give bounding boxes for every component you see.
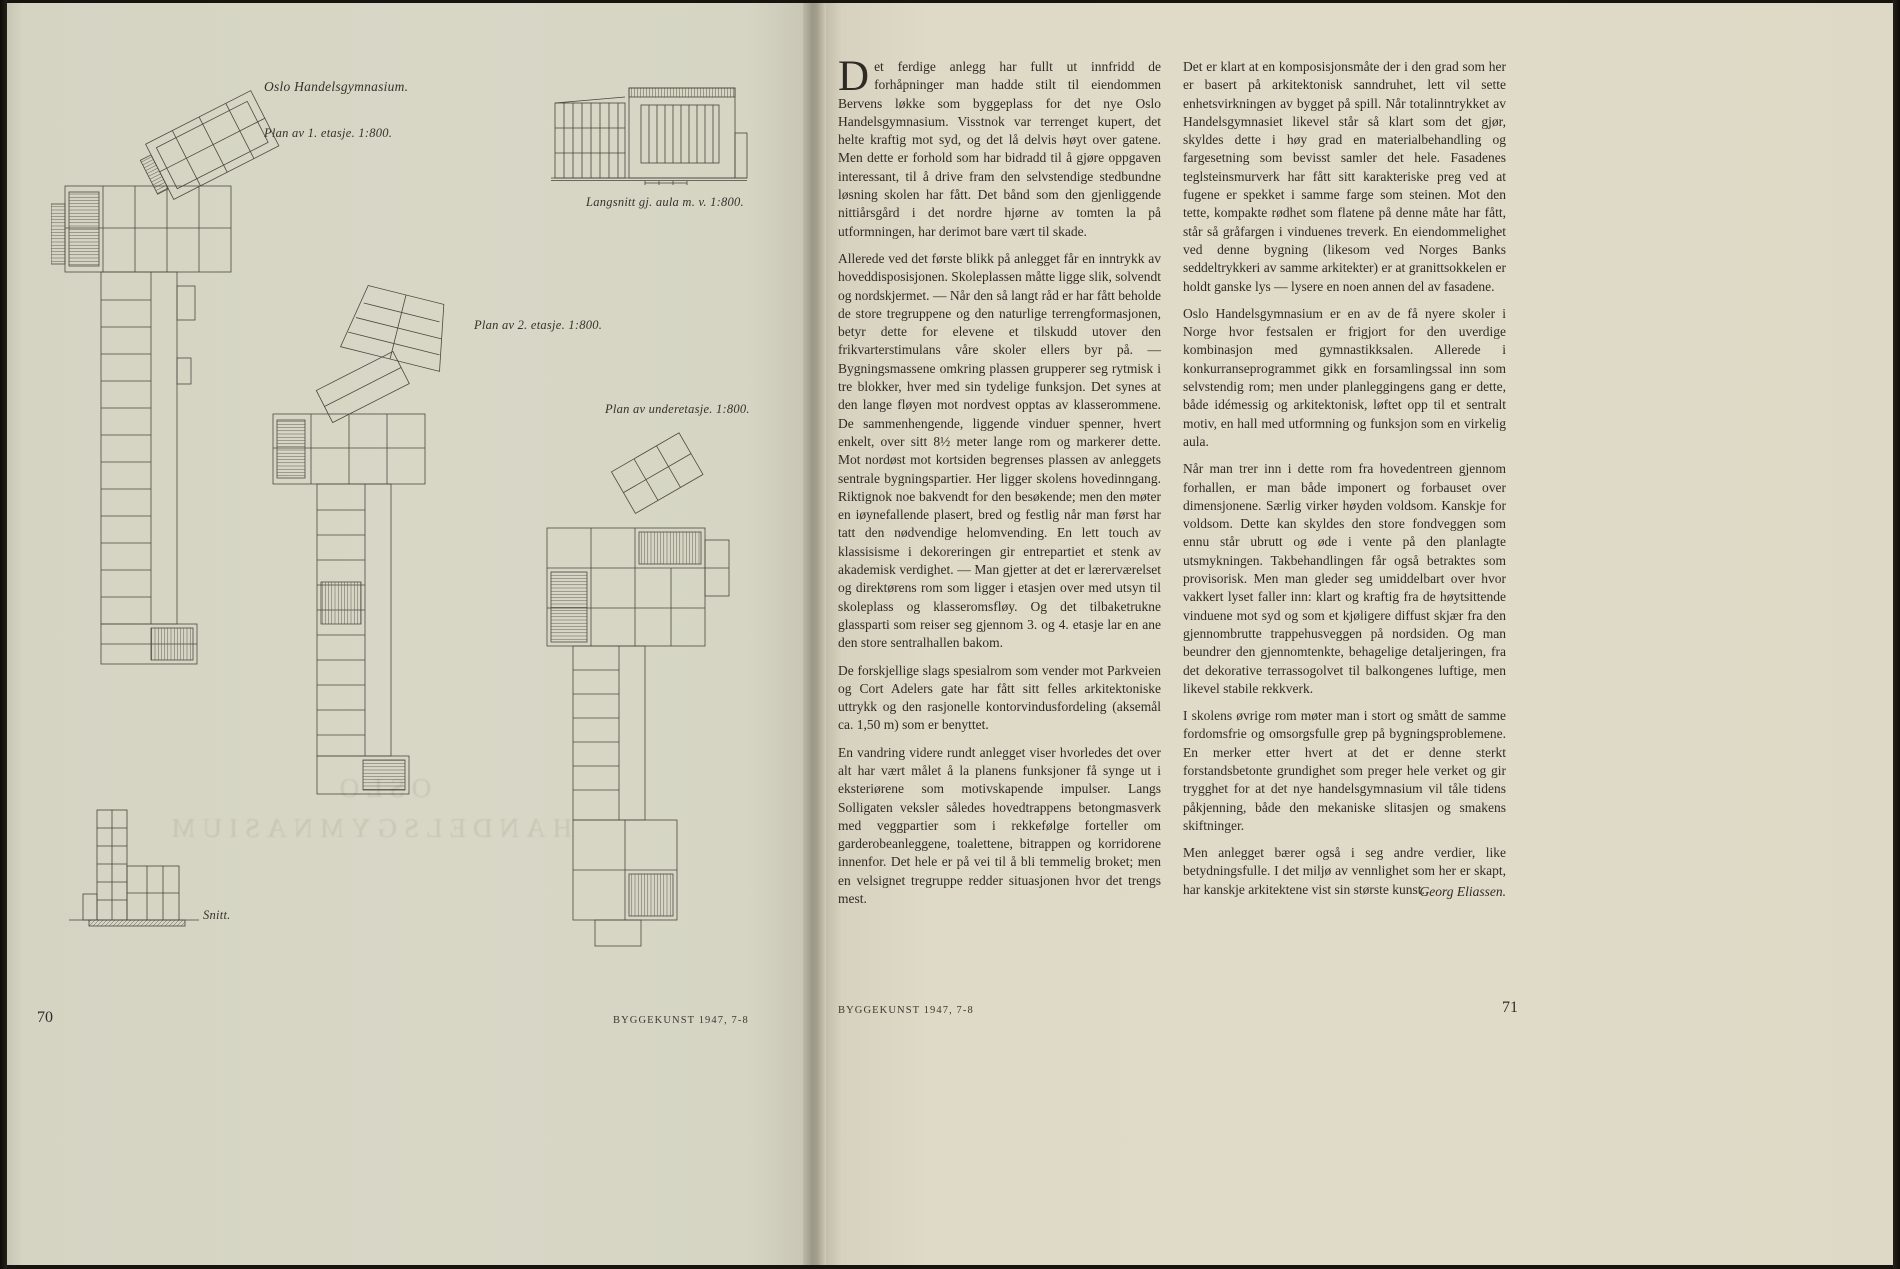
article-paragraph: Allerede ved det første blikk på anlegget får en inntrykk av hoveddisposisjonen. Skoleplassen måtte ligge slik, solvendt og nordskjermet. — Når den så langt råd er har fått beholde de store tregruppene og den naturlige terrengformasjonen, betyr dette for elevene et tilskudd utover den frikvarterstimulans våre skoler ellers byr på. — Bygningsmassene omkring plassen grupperer seg rytmisk i tre blokker, hver med sin tydelige funksjon. Det synes at den lange fløyen mot nordvest opptas av klasserommene. De sammenhengende, liggende vinduer spenner, hvert enkelt, over sitt 8½ meter lange rom og markerer dette. Mot nordøst mot kortsiden begrenses plassen av anleggets sentrale bygningspartier. Her ligger skolens hovedinngang. Riktignok noe bakvendt for den besøkende; men den møter en iøynefallende plasert, bred og festlig når man først har tatt den nødvendige helomvending. En lett touch av klassisisme i dekoreringen gir entrepartiet et stenk av akademisk verdighet. — Man gjetter at det er lærerværelset og direktørens rom som ligger i etasjen over med utsyn til skoleplass og klasseromsfløy. Og det tilbaketrukne glassparti som reiser seg gjennom 3. og 4. etasje lar en ane den store sentralhallen bakom. [838,250,1161,651]
footer-left-page: BYGGEKUNST 1947, 7-8 [613,1015,749,1026]
right-page [826,3,1893,1265]
figure-caption-plan-1: Plan av 1. etasje. 1:800. [264,126,393,140]
article-paragraph: Det ferdige anlegg har fullt ut innfridd de forhåpninger man hadde stilt til eiendommen Bervens løkke som byggeplass for det nye Oslo Handelsgymnasium. Visstnok var terrenget kupert, det helte kraftig mot syd, og det lå delvis høyt over gatene. Men dette er forhold som har bidradd til å gjøre oppgaven interessant, til å drive fram den selvstendige stedbundne løsning skolen har fått. Det bånd som den gjenliggende nittiårsgård i det nordre hjørne av tomten la på utformningen, har derimot bare vært til skade. [838,53,1161,239]
page-gutter [803,3,826,1265]
aula-long-section-drawing [549,75,749,190]
aula-long-section [549,75,749,190]
book-edge-right [1893,0,1900,1269]
article-column-2 [1183,58,1506,908]
floor-plan-basement-drawing [531,420,746,950]
page-number-right: 71 [1502,999,1518,1016]
figure-caption-plan-2: Plan av 2. etasje. 1:800. [474,318,603,332]
floor-plan-second-floor-drawing [263,282,473,802]
page-number-left: 70 [37,1009,53,1026]
book-edge-left [0,0,7,1269]
show-through-text: OSLO HANDELSGYMNASIUM [164,773,572,843]
article-column-1 [838,53,1161,917]
figure-caption-snitt: Snitt. [203,908,231,922]
floor-plan-basement [531,420,746,950]
drop-cap: D [838,53,870,100]
figure-caption-langsnitt: Langsnitt gj. aula m. v. 1:800. [586,195,744,209]
figure-caption-title: Oslo Handelsgymnasium. [264,79,409,94]
article-paragraph: De forskjellige slags spesialrom som vender mot Parkveien og Cort Adelers gate har fått sitt felles arkitektoniske uttrykk og den rasjonelle kontorvindusfordeling (aksemål ca. 1,50 m) som er benyttet. [838,662,1161,733]
article-paragraph: En vandring videre rundt anlegget viser hvorledes det over alt har vært målet å la planens funksjoner få synge ut i eksteriørene som motivskapende impulser. Langs Solligaten veksler således hovedtrappens betongmasverk med veggpartier som i rekkefølge forteller om garderobeanleggene, toalettene, bitrappen og korridorene innenfor. Det hele er på vei til å bli temmelig broket; men en velsignet tregruppe redder situasjonen hvor det trengs mest. [838,744,1161,907]
figure-caption-plan-under: Plan av underetasje. 1:800. [605,402,750,416]
footer-right-page: BYGGEKUNST 1947, 7-8 [838,1005,974,1016]
article-paragraph: Oslo Handelsgymnasium er en av de få nyere skoler i Norge hvor festsalen er frigjort for den uverdige kombinasjon med gymnastikksalen. Allerede i konkurranseprogrammet gikk en forsamlingssal inn som selvstendig rom; men under planleggingens gang er dette, både idémessig og arkitektonisk, løftet opp til et sentralt motiv, en hall med utformning og funksjon som en virkelig aula. [1183,305,1506,449]
article-paragraph: I skolens øvrige rom møter man i stort og smått de samme fordomsfrie og omsorgsfulle grep på bygningsproblemene. En merker etter hvert at det er denne sterkt forstandsbetonte grundighet som preger hele verket og gir trygghet for at det nye handelsgymnasium vil tåle tidens påkjenning, både den mekaniske slitasjen og smakens skiftninger. [1183,708,1506,833]
article-paragraph: Det er klart at en komposisjonsmåte der i den grad som her er basert på arkitektonisk sanndruhet, lett vil sette enhetsvirkningen av bygget på spill. Når totalinntrykket av Handelsgymnasiet likevel står så klart som det gjør, skyldes dette i høy grad en materialbehandling og fargesetning som bevisst samler det hele. Fasadenes teglsteinsmurverk har fått sitt karakteriske preg ved at fugene er spekket i samme farge som steinen. Mot den tette, kompakte rødhet som flatene på denne måte har fått, står så gråfargen i vinduenes treverk. En eiendommelighet ved denne bygning (likesom ved Norges Banks seddeltrykkeri av samme arkitekter) er at granittsokkelen er holdt ganske lys — lysere en noen annen del av fasadene. [1183,59,1506,294]
left-page [7,3,803,1265]
floor-plan-second-floor [263,282,473,802]
article-byline: Georg Eliassen. [1419,884,1506,899]
article-paragraph: Når man trer inn i dette rom fra hovedentreen gjennom forhallen, er man både imponert og forbauset over dimensjonene. Særlig virker høyden voldsom. Kanskje for voldsom. Dette kan skyldes den store fondveggen som ennu står ubrutt og øde i vente på den planlagte utsmykningen. Takbehandlingen får også betraktes som provisorisk. Men man gleder seg umiddelbart over hvor vakkert lyset faller inn: klart og kraftig fra de høytsittende vinduene mot syd og som et kjøligere diffust skjær fra den gjennombrutte trappehusveggen på nordsiden. Og man beundrer den gjennomtenkte, behagelige detaljeringen, fra det dekorative terrassogolvet til balkongenes luftige, men likevel stabile rekkverk. [1183,461,1506,696]
article-paragraph: Men anlegget bærer også i seg andre verdier, like betydningsfulle. I det miljø av vennlighet som her er skapt, har kanskje arkitektene vist sin største kunst. [1183,845,1506,897]
